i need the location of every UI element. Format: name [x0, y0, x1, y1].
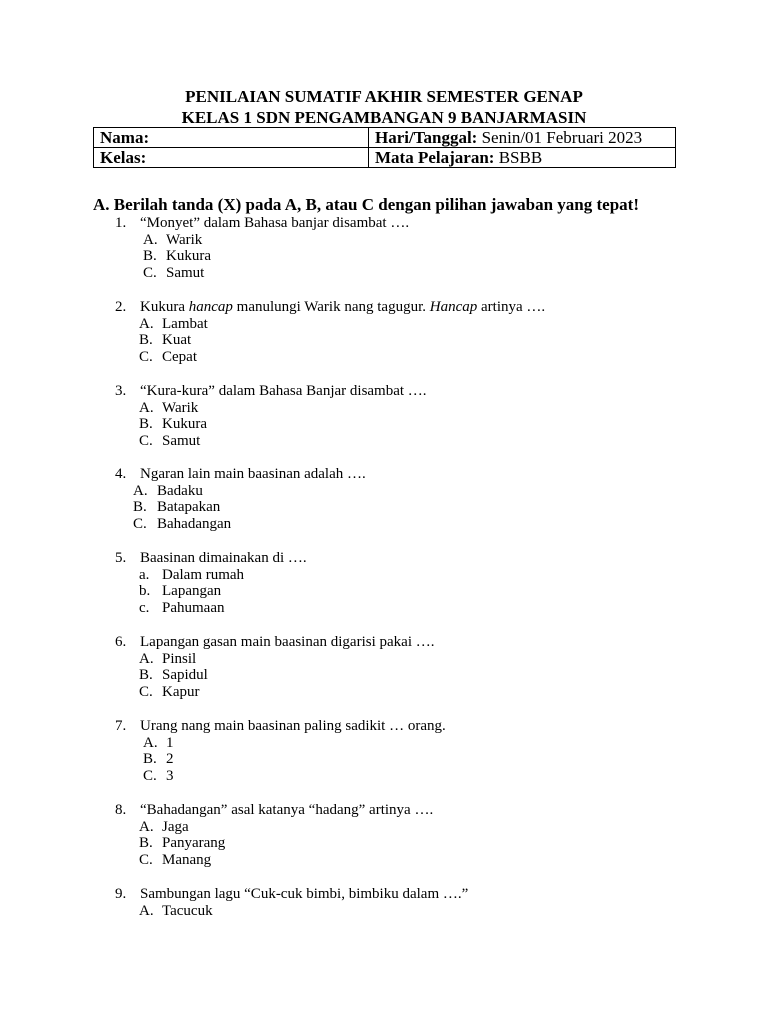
question-italic-word: Hancap: [429, 299, 478, 315]
option-text: 1: [166, 734, 174, 751]
question-text: “Kura-kura” dalam Bahasa Banjar disambat ….: [140, 383, 427, 399]
option-text: Kukura: [162, 416, 207, 433]
option-label: A.: [143, 231, 158, 248]
option-b[interactable]: [0, 835, 768, 852]
option-c[interactable]: [0, 433, 768, 450]
question-number: 3.: [115, 383, 127, 399]
question-number: 9.: [115, 886, 127, 902]
option-text: Cepat: [162, 349, 197, 366]
hari-tanggal-label: Hari/Tanggal:: [375, 128, 478, 147]
option-b[interactable]: [0, 332, 768, 349]
question-7: [0, 718, 768, 785]
option-a[interactable]: [0, 651, 768, 668]
mata-pelajaran-label: Mata Pelajaran:: [375, 148, 495, 167]
option-text: Sapidul: [162, 667, 208, 684]
mata-pelajaran-value: BSBB: [498, 148, 543, 167]
option-text: Samut: [166, 265, 205, 282]
option-text: 3: [166, 768, 174, 785]
option-text: Samut: [162, 433, 201, 450]
option-c[interactable]: [0, 516, 768, 533]
option-text: 2: [166, 751, 174, 768]
nama-label: Nama:: [100, 128, 150, 147]
option-text: Batapakan: [157, 499, 221, 516]
option-a[interactable]: [0, 903, 768, 920]
option-label: C.: [139, 433, 153, 450]
option-a[interactable]: [0, 819, 768, 836]
option-label: C.: [139, 684, 153, 701]
option-b[interactable]: [0, 248, 768, 265]
option-text: Bahadangan: [157, 516, 232, 533]
option-c[interactable]: [0, 684, 768, 701]
question-8: [0, 802, 768, 869]
option-label: A.: [139, 399, 154, 416]
option-a[interactable]: [0, 232, 768, 249]
question-text: Baasinan dimainakan di ….: [140, 550, 307, 566]
student-info-table: [93, 127, 676, 168]
option-text: Kapur: [162, 684, 200, 701]
question-number: 6.: [115, 634, 127, 650]
option-text: Badaku: [157, 482, 203, 499]
option-label: C.: [133, 516, 147, 533]
option-text: Kukura: [166, 248, 211, 265]
option-text: Dalam rumah: [162, 566, 245, 583]
question-number: 1.: [115, 215, 127, 231]
option-b[interactable]: [0, 751, 768, 768]
question-text: Urang nang main baasinan paling sadikit … orang.: [140, 718, 446, 734]
question-6: [0, 634, 768, 701]
option-label: b.: [139, 583, 151, 600]
option-text: Lambat: [162, 315, 208, 332]
option-c[interactable]: [0, 349, 768, 366]
exam-title-line1: PENILAIAN SUMATIF AKHIR SEMESTER GENAP: [185, 87, 583, 106]
option-a[interactable]: [0, 735, 768, 752]
mata-pelajaran-cell: [369, 148, 676, 168]
option-label: B.: [143, 751, 157, 768]
question-text: Ngaran lain main baasinan adalah ….: [140, 466, 366, 482]
option-text: Panyarang: [162, 835, 226, 852]
section-a-instruction: A. Berilah tanda (X) pada A, B, atau C dengan pilihan jawaban yang tepat!: [93, 195, 639, 214]
question-text: Kukura hancap manulungi Warik nang tagugur. Hancap artinya ….: [140, 299, 546, 315]
option-label: A.: [139, 650, 154, 667]
option-label: C.: [143, 768, 157, 785]
nama-cell[interactable]: [94, 128, 369, 148]
question-number: 8.: [115, 802, 127, 818]
question-text: “Bahadangan” asal katanya “hadang” artinya ….: [140, 802, 434, 818]
option-text: Jaga: [162, 818, 189, 835]
info-row-2: [94, 148, 676, 168]
question-1: [0, 215, 768, 282]
option-text: Warik: [162, 399, 199, 416]
question-number: 5.: [115, 550, 127, 566]
option-label: A.: [139, 315, 154, 332]
option-label: A.: [133, 482, 148, 499]
option-label: B.: [143, 248, 157, 265]
option-b[interactable]: [0, 499, 768, 516]
option-c[interactable]: [0, 265, 768, 282]
question-text: Lapangan gasan main baasinan digarisi pakai ….: [140, 634, 435, 650]
info-row-1: [94, 128, 676, 148]
question-4: [0, 466, 768, 533]
option-b[interactable]: [0, 583, 768, 600]
option-a[interactable]: [0, 567, 768, 584]
question-number: 2.: [115, 299, 127, 315]
option-label: C.: [139, 349, 153, 366]
question-text: “Monyet” dalam Bahasa banjar disambat ….: [140, 215, 410, 231]
kelas-cell[interactable]: [94, 148, 369, 168]
option-text: Warik: [166, 231, 203, 248]
option-a[interactable]: [0, 400, 768, 417]
question-number: 7.: [115, 718, 127, 734]
option-text: Tacucuk: [162, 902, 213, 919]
question-italic-word: hancap: [188, 299, 233, 315]
option-label: B.: [133, 499, 147, 516]
question-number: 4.: [115, 466, 127, 482]
option-text: Pinsil: [162, 650, 197, 667]
question-2: [0, 299, 768, 366]
option-label: C.: [143, 265, 157, 282]
option-a[interactable]: [0, 316, 768, 333]
option-label: c.: [139, 600, 150, 617]
option-label: B.: [139, 835, 153, 852]
option-text: Lapangan: [162, 583, 222, 600]
option-label: A.: [139, 902, 154, 919]
kelas-label: Kelas:: [100, 148, 147, 167]
option-label: A.: [139, 818, 154, 835]
option-label: A.: [143, 734, 158, 751]
option-text: Kuat: [162, 332, 192, 349]
option-b[interactable]: [0, 416, 768, 433]
option-label: B.: [139, 332, 153, 349]
option-a[interactable]: [0, 483, 768, 500]
hari-tanggal-value: Senin/01 Februari 2023: [481, 128, 643, 147]
option-text: Manang: [162, 852, 212, 869]
option-c[interactable]: [0, 768, 768, 785]
option-label: B.: [139, 416, 153, 433]
question-9: [0, 886, 768, 919]
option-label: C.: [139, 852, 153, 869]
question-5: [0, 550, 768, 617]
option-b[interactable]: [0, 667, 768, 684]
option-label: a.: [139, 566, 150, 583]
question-3: [0, 383, 768, 450]
option-label: B.: [139, 667, 153, 684]
question-text: Sambungan lagu “Cuk-cuk bimbi, bimbiku dalam ….”: [140, 886, 469, 902]
option-c[interactable]: [0, 600, 768, 617]
hari-tanggal-cell: [369, 128, 676, 148]
option-text: Pahumaan: [162, 600, 225, 617]
exam-title-line2: KELAS 1 SDN PENGAMBANGAN 9 BANJARMASIN: [181, 108, 587, 127]
option-c[interactable]: [0, 852, 768, 869]
